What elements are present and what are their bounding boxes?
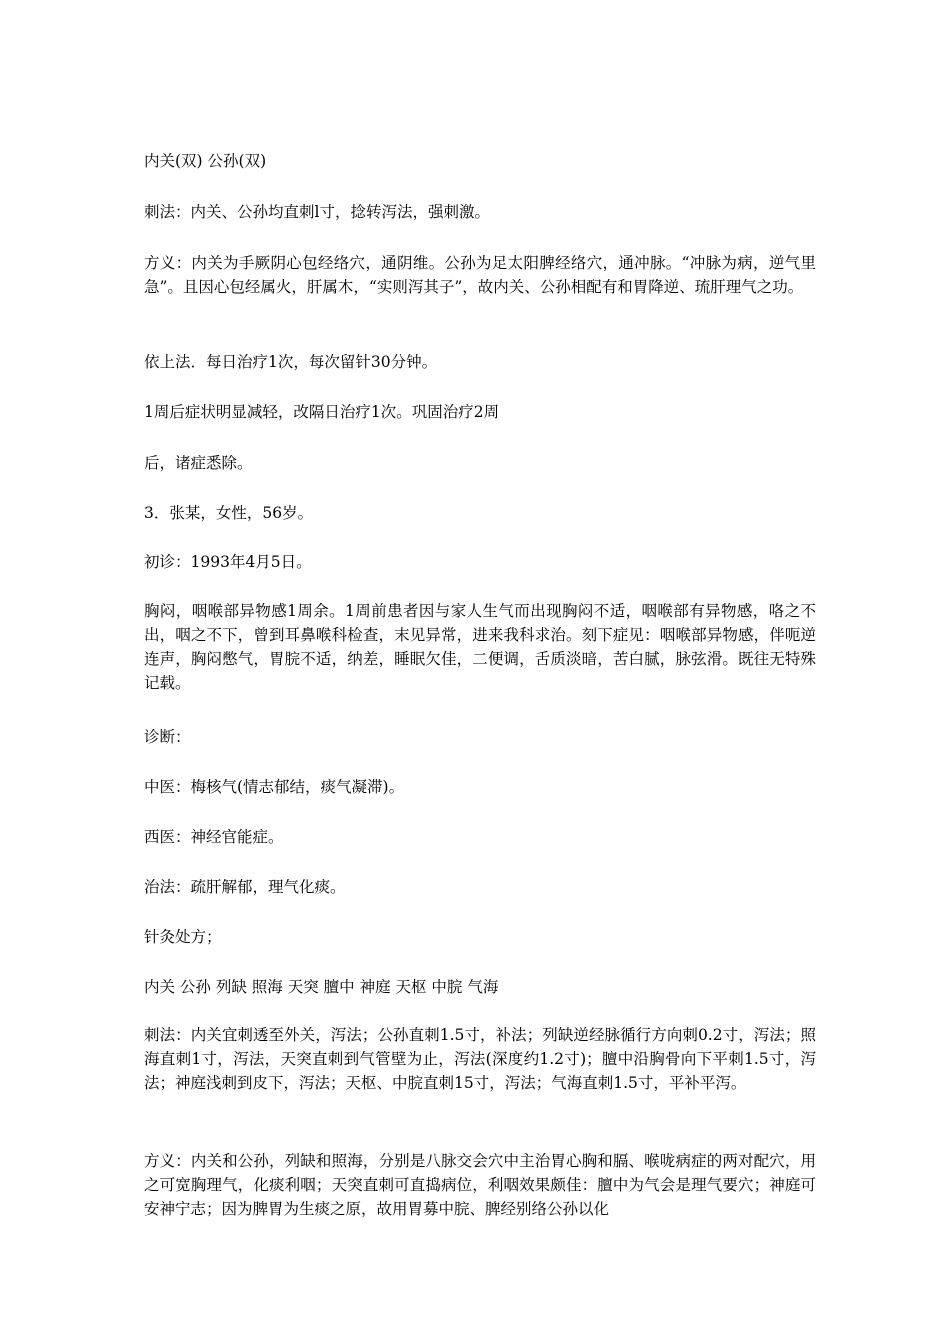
paragraph-diagnosis-label: 诊断： bbox=[144, 728, 191, 746]
paragraph-rationale-1: 方义：内关为手厥阴心包经络穴，通阴维。公孙为足太阳脾经络穴，通冲脉。“冲脉为病，逆气里急”。且因心包经属火，肝属木，“实则泻其子”，故内关、公孙相配有和胃降逆、琉肝理气之功。 bbox=[144, 254, 816, 296]
paragraph-first-visit: 初诊：1993年4月5日。 bbox=[144, 553, 312, 571]
paragraph-rationale-2: 方义：内关和公孙，列缺和照海，分别是八脉交会穴中主治胃心胸和膈、喉咙病症的两对配穴，用之可宽胸理气，化痰利咽；天突直刺可直捣病位，利咽效果颇佳：膻中为气会是理气要穴；神庭可安神宁志；因为脾胃为生痰之原，故用胃募中脘、脾经别络公孙以化 bbox=[144, 1152, 816, 1218]
paragraph-symptoms: 胸闷，咽喉部异物感1周余。1周前患者因与家人生气而出现胸闷不适，咽喉部有异物感，咯之不出，咽之不下，曾到耳鼻喉科检查，末见异常，进来我科求治。刻下症见：咽喉部异物感，伴呃逆连声，胸闷憋气，胃脘不适，纳差，睡眠欠佳，二便调，舌质淡暗，苦白腻，脉弦滑。既往无特殊记载。 bbox=[144, 602, 816, 692]
paragraph-treatment-1: 依上法．每日治疗1次，每次留针30分钟。 bbox=[144, 353, 438, 371]
paragraph-acupoints-2: 内关 公孙 列缺 照海 天突 膻中 神庭 天枢 中脘 气海 bbox=[144, 978, 499, 996]
paragraph-needling-2: 刺法：内关宜刺透至外关，泻法；公孙直刺1.5寸，补法；列缺逆经脉循行方向刺0.2寸，泻法；照海直刺1寸，泻法，天突直刺到气管壁为止，泻法(深度约1.2寸)；膻中沿胸骨向下平刺1.5寸，泻法；神庭浅刺到皮下，泻法；天枢、中脘直刺15寸，泻法；气海直刺1.5寸，平补平泻。 bbox=[144, 1026, 816, 1092]
paragraph-prescription-label: 针灸处方； bbox=[144, 928, 222, 946]
paragraph-needling-1: 刺法：内关、公孙均直刺l寸，捻转泻法，强刺激。 bbox=[144, 203, 490, 221]
paragraph-outcome-1: 后，诸症悉除。 bbox=[144, 454, 253, 472]
paragraph-case-3-header: 3．张某，女性，56岁。 bbox=[144, 504, 314, 522]
paragraph-western-diagnosis: 西医：神经官能症。 bbox=[144, 828, 284, 846]
paragraph-tcm-diagnosis: 中医：梅核气(情志郁结，痰气凝滞)。 bbox=[144, 778, 405, 796]
paragraph-treatment-principle: 治法：疏肝解郁，理气化痰。 bbox=[144, 878, 346, 896]
paragraph-acupoints-1: 内关(双) 公孙(双) bbox=[144, 152, 267, 170]
paragraph-progress-1: 1周后症状明显减轻，改隔日治疗1次。巩固治疗2周 bbox=[144, 403, 500, 421]
